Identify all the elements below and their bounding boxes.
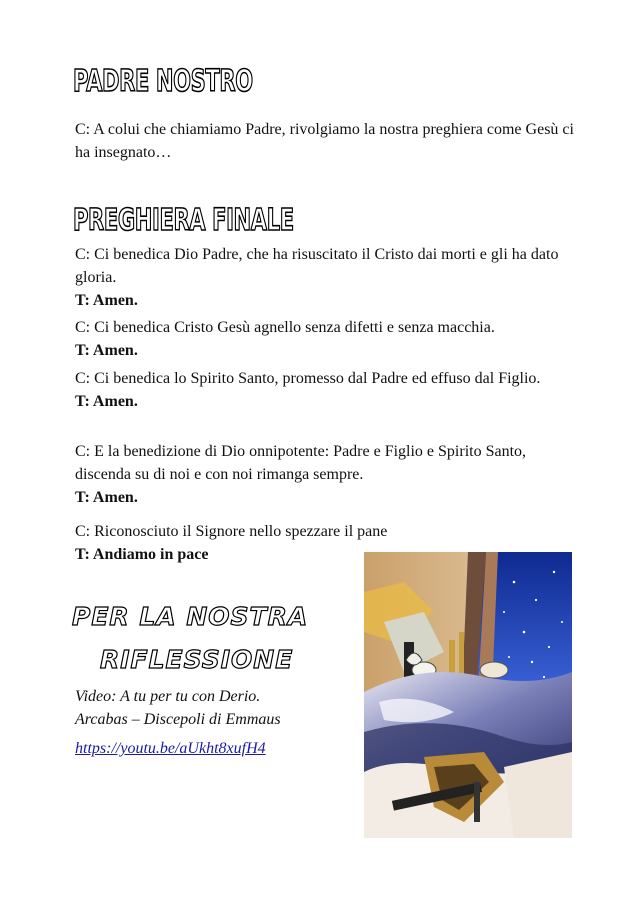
youtube-link[interactable]: https://youtu.be/aUkht8xufH4 bbox=[75, 740, 266, 757]
riflessione-heading-line2: RIFLESSIONE bbox=[100, 645, 294, 674]
video-title-line2: Arcabas – Discepoli di Emmaus bbox=[75, 711, 281, 728]
riflessione-heading-line1: PER LA NOSTRA bbox=[72, 602, 309, 631]
blessing-1-response: T: Amen. bbox=[75, 292, 138, 309]
padre-nostro-text: C: A colui che chiamiamo Padre, rivolgiamo la nostra preghiera come Gesù ci ha insegnato… bbox=[75, 121, 574, 161]
blessing-4-response: T: Amen. bbox=[75, 489, 138, 506]
video-title-line1: Video: A tu per tu con Derio. bbox=[75, 688, 261, 705]
padre-nostro-heading: PADRE NOSTRO bbox=[73, 64, 253, 99]
dismissal-response: T: Andiamo in pace bbox=[75, 546, 209, 563]
emmaus-painting-image bbox=[364, 552, 572, 838]
blessing-1-celebrant: C: Ci benedica Dio Padre, che ha risuscitato il Cristo dai morti e gli ha dato gloria. bbox=[75, 246, 559, 286]
blessing-3-response: T: Amen. bbox=[75, 393, 138, 410]
dismissal-celebrant: C: Riconosciuto il Signore nello spezzare il pane bbox=[75, 523, 388, 540]
blessing-2 bbox=[75, 316, 575, 362]
blessing-3-celebrant: C: Ci benedica lo Spirito Santo, promesso dal Padre ed effuso dal Figlio. bbox=[75, 370, 541, 387]
blessing-4 bbox=[75, 440, 575, 509]
blessing-3 bbox=[75, 367, 575, 413]
blessing-2-celebrant: C: Ci benedica Cristo Gesù agnello senza difetti e senza macchia. bbox=[75, 319, 495, 336]
blessing-4-celebrant: C: E la benedizione di Dio onnipotente: Padre e Figlio e Spirito Santo, discenda su di noi e con noi rimanga sempre. bbox=[75, 443, 527, 483]
blessing-2-response: T: Amen. bbox=[75, 342, 138, 359]
painting-illustration bbox=[364, 552, 572, 838]
blessing-1 bbox=[75, 243, 575, 312]
preghiera-finale-heading: PREGHIERA FINALE bbox=[73, 203, 294, 238]
